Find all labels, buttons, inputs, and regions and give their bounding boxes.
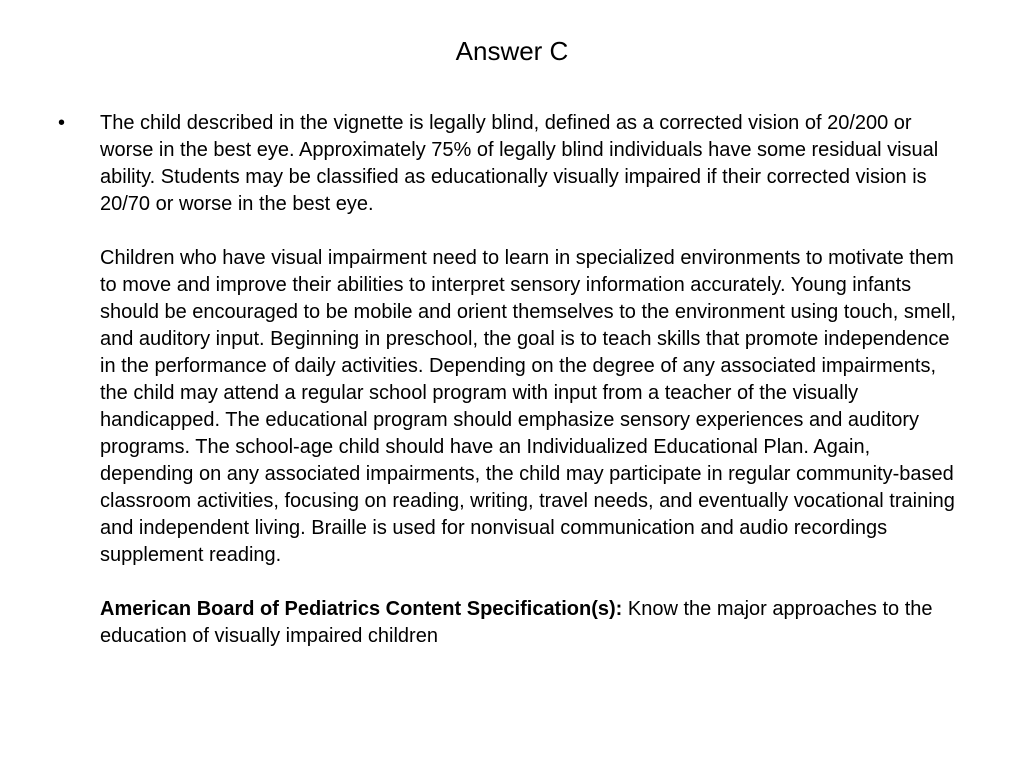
bullet-body [100,110,968,677]
content-specification [100,596,968,650]
slide-title: Answer C [455,36,569,66]
paragraph-education: Children who have visual impairment need to learn in specialized environments to motivate them to move and improve their abilities to interpret sensory information accurately. Young infants should be encouraged to be mobile and orient themselves to the environment using touch, smell, and auditory input. Beginning in preschool, the goal is to teach skills that promote independence in the performance of daily activities. Depending on the degree of any associated impairments, the child may attend a regular school program with input from a teacher of the visually handicapped. The educational program should emphasize sensory experiences and auditory programs. The school-age child should have an Individualized Educational Plan. Again, depending on any associated impairments, the child may participate in regular community-based classroom activities, focusing on reading, writing, travel needs, and eventually vocational training and independent living. Braille is used for nonvisual communication and audio recordings supplement reading. [100,247,957,566]
content-specification-label: American Board of Pediatrics Content Specification(s): [100,598,623,620]
paragraph-definition: The child described in the vignette is legally blind, defined as a corrected vision of 20/200 or worse in the best eye. Approximately 75% of legally blind individuals have some residual visual ability. Students may be classified as educationally visually impaired if their corrected vision is 20/70 or worse in the best eye. [100,112,939,215]
bullet-marker: • [58,112,66,134]
content-specification-text: Know the major approaches to the education of visually impaired children [100,598,933,647]
